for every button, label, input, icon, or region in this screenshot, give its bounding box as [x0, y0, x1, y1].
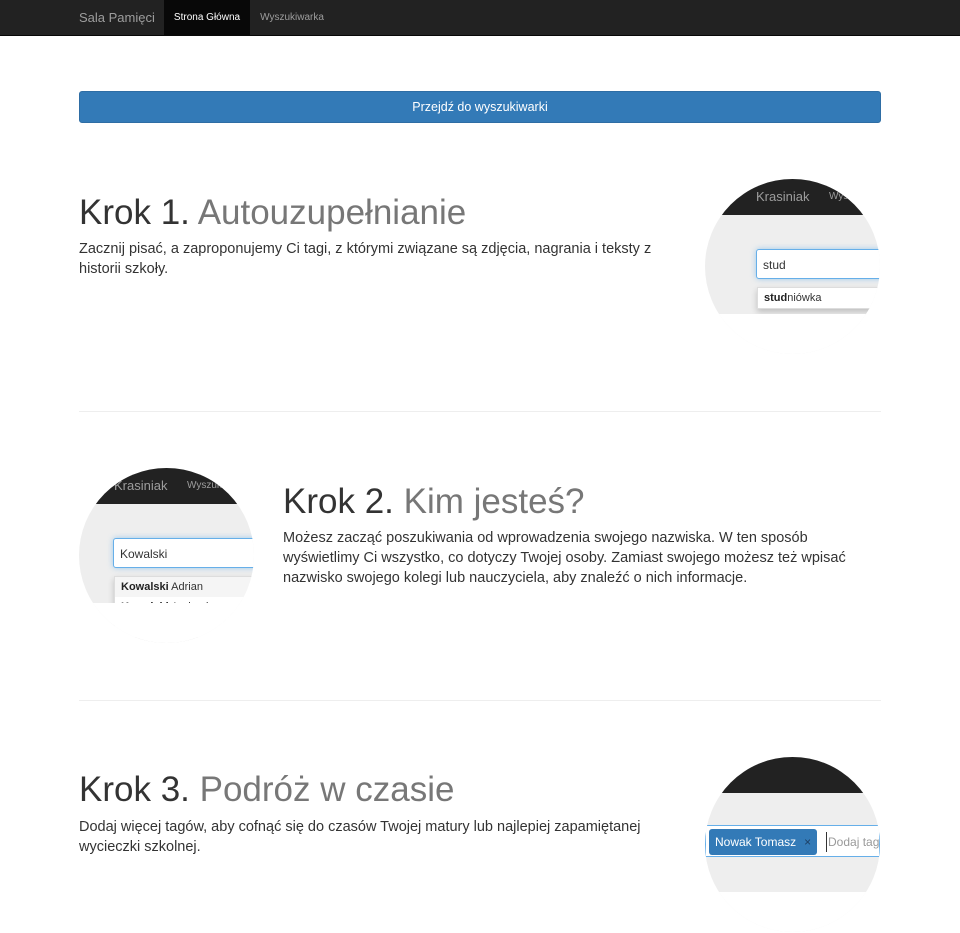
step-1-preview-image	[705, 179, 880, 354]
preview-navbar	[705, 757, 880, 793]
step-3-text: Dodaj więcej tagów, aby cofnąć się do czasów Twojej matury lub najlepiej zapamiętanej wycieczki szkolnej.	[79, 819, 641, 855]
step-3-number: Krok 3.	[79, 770, 190, 809]
section-divider	[79, 700, 881, 701]
step-1-text: Zacznij pisać, a zaproponujemy Ci tagi, z którymi związane są zdjęcia, nagrania i teksty z historii szkoły.	[79, 241, 652, 277]
step-3-heading	[79, 770, 454, 810]
preview-nav-link: Wyszuk	[187, 480, 222, 491]
suggestion-item: Kowalski Adrian	[115, 577, 254, 597]
step-2-number: Krok 2.	[283, 482, 394, 521]
step-1-heading	[79, 193, 466, 233]
preview-brand: Krasiniak	[114, 478, 168, 493]
suggestion-item: studniówka	[764, 292, 822, 304]
preview-tag-placeholder: Dodaj tag	[826, 832, 879, 852]
step-1-title: Autouzupełnianie	[197, 193, 467, 232]
top-navbar	[0, 0, 960, 36]
preview-search-input: Kowalski	[113, 538, 254, 568]
preview-brand: Krasiniak	[756, 189, 810, 204]
go-to-search-button[interactable]: Przejdź do wyszukiwarki	[79, 91, 881, 123]
preview-navbar	[705, 179, 880, 215]
preview-navbar	[79, 468, 254, 504]
preview-search-input: stud	[756, 249, 880, 279]
preview-suggestions	[757, 287, 880, 309]
step-2-heading	[283, 482, 585, 522]
step-3-title: Podróż w czasie	[199, 770, 455, 809]
nav-item-search[interactable]: Wyszukiwarka	[260, 12, 324, 23]
preview-tag: Nowak Tomasz ×	[709, 829, 817, 855]
step-2-text: Możesz zacząć poszukiwania od wprowadzenia swojego nazwiska. W ten sposób wyświetlimy Ci wszystko, co dotyczy Twojej osoby. Zamiast swojego możesz też wpisać nazwisko swojego kolegi lub nauczyciela, aby znaleźć o nich informacje.	[283, 530, 846, 586]
step-1-number: Krok 1.	[79, 193, 190, 232]
step-2-preview-image	[79, 468, 254, 643]
nav-item-home[interactable]: Strona Główna	[164, 0, 250, 35]
step-3-preview-image	[705, 757, 880, 932]
section-divider	[79, 411, 881, 412]
preview-nav-link: Wysz	[829, 191, 854, 202]
navbar-brand[interactable]: Sala Pamięci	[79, 10, 155, 25]
step-2-title: Kim jesteś?	[403, 482, 585, 521]
tag-remove-icon: ×	[804, 835, 812, 849]
